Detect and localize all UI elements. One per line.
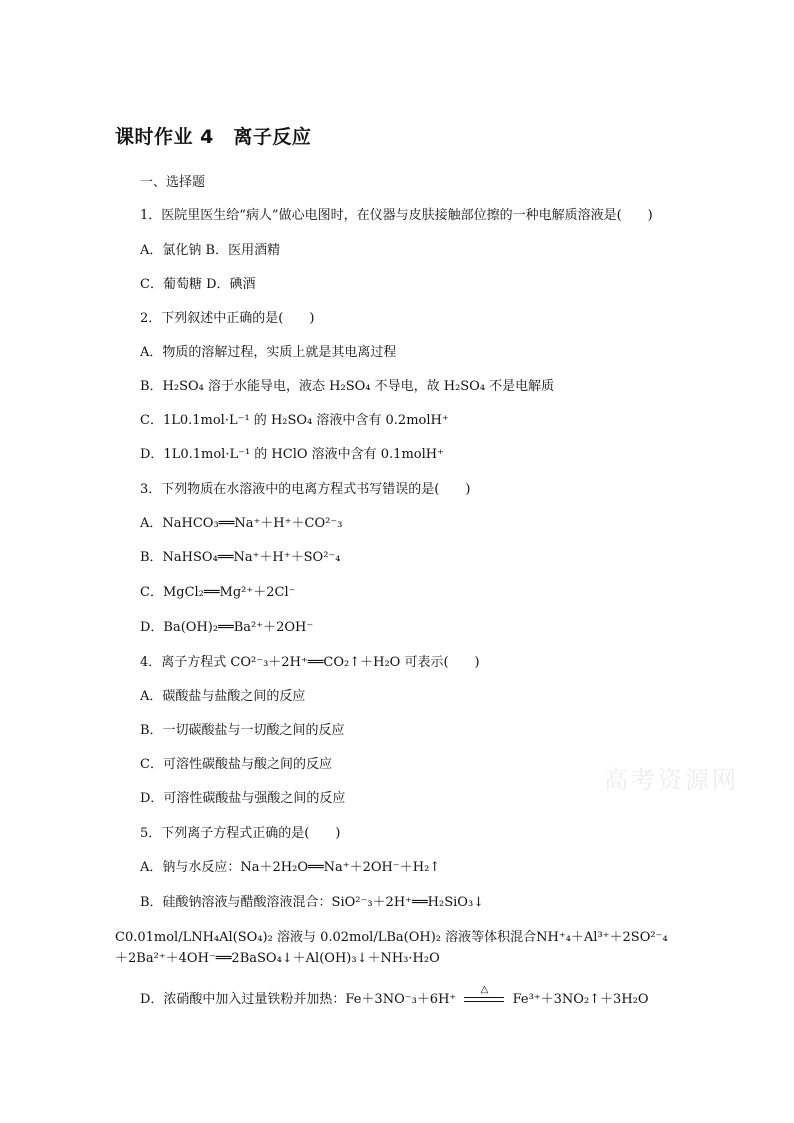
question-3-option-b: B．NaHSO₄══Na⁺＋H⁺＋SO²⁻₄	[140, 550, 341, 565]
question-5-option-a: A．钠与水反应：Na＋2H₂O══Na⁺＋2OH⁻＋H₂↑	[140, 860, 441, 875]
option-d-reactants: D．浓硝酸中加入过量铁粉并加热：Fe＋3NO⁻₃＋6H⁺	[140, 992, 457, 1007]
question-4-option-a: A．碳酸盐与盐酸之间的反应	[140, 689, 306, 704]
question-4: 4．离子方程式 CO²⁻₃＋2H⁺══CO₂↑＋H₂O 可表示( )	[140, 655, 480, 670]
question-2-option-d: D．1L0.1mol·L⁻¹ 的 HClO 溶液中含有 0.1molH⁺	[140, 447, 444, 462]
question-3-option-a: A．NaHCO₃══Na⁺＋H⁺＋CO²⁻₃	[140, 516, 343, 531]
watermark: 高考资源网	[604, 766, 739, 794]
question-2-option-a: A．物质的溶解过程，实质上就是其电离过程	[140, 345, 397, 360]
question-2-option-c: C．1L0.1mol·L⁻¹ 的 H₂SO₄ 溶液中含有 0.2molH⁺	[140, 413, 449, 428]
question-1-option-ab: A．氯化钠 B．医用酒精	[140, 243, 281, 258]
question-3-option-d: D．Ba(OH)₂══Ba²⁺＋2OH⁻	[140, 620, 314, 635]
question-5-option-c: C0.01mol/LNH₄Al(SO₄)₂ 溶液与 0.02mol/LBa(OH)₂ 溶液等体积混合NH⁺₄＋Al³⁺＋2SO²⁻₄＋2Ba²⁺＋4OH⁻══2BaSO₄↓＋Al(OH)₃↓＋NH₃·H₂O	[115, 930, 668, 966]
question-1-option-cd: C．葡萄糖 D．碘酒	[140, 277, 256, 292]
question-5-option-d	[140, 984, 649, 1009]
question-4-option-c: C．可溶性碳酸盐与酸之间的反应	[140, 757, 332, 772]
question-3: 3．下列物质在水溶液中的电离方程式书写错误的是( )	[140, 482, 471, 497]
double-line-equals	[464, 997, 504, 1002]
question-4-option-d: D．可溶性碳酸盐与强酸之间的反应	[140, 791, 346, 806]
heating-condition-sign	[460, 984, 508, 1006]
question-5: 5．下列离子方程式正确的是( )	[140, 826, 341, 841]
question-3-option-c: C．MgCl₂══Mg²⁺＋2Cl⁻	[140, 585, 296, 600]
page-title: 课时作业 4 离子反应	[115, 126, 312, 148]
question-2: 2．下列叙述中正确的是( )	[140, 311, 315, 326]
section-heading: 一、选择题	[140, 175, 206, 190]
question-1: 1．医院里医生给“病人”做心电图时，在仪器与皮肤接触部位擦的一种电解质溶液是( )	[140, 208, 653, 223]
question-2-option-b: B．H₂SO₄ 溶于水能导电，液态 H₂SO₄ 不导电，故 H₂SO₄ 不是电解质	[140, 379, 555, 394]
question-4-option-b: B．一切碳酸盐与一切酸之间的反应	[140, 723, 345, 738]
question-5-option-b: B．硅酸钠溶液与醋酸溶液混合：SiO²⁻₃＋2H⁺══H₂SiO₃↓	[140, 895, 485, 910]
option-d-products: Fe³⁺＋3NO₂↑＋3H₂O	[512, 992, 649, 1007]
heat-triangle-icon: △	[480, 984, 489, 995]
